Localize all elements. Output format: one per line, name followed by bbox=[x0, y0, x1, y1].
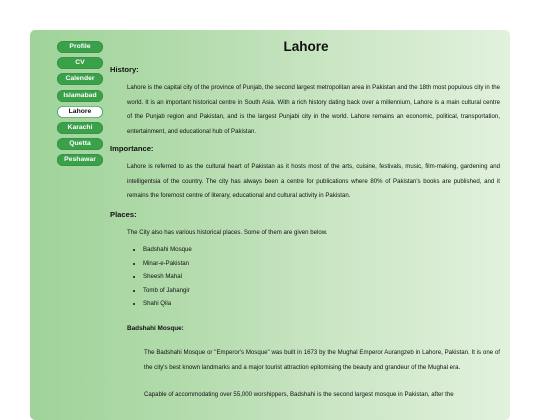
nav-peshawar-button[interactable]: Peshawar bbox=[57, 154, 103, 166]
badshahi-paragraph: The Badshahi Mosque or "Emperor's Mosque" was built in 1673 by the Mughal Emperor Aurangzeb in Lahore, Pakistan. It is one of the city's best known landmarks and a major tourist attraction epitomising the beauty and grandeur of the Mughal era. bbox=[144, 349, 500, 371]
list-item: • Shahi Qila bbox=[143, 297, 192, 311]
nav-islamabad-button[interactable]: Islamabad bbox=[57, 90, 103, 102]
places-heading: Places: bbox=[110, 210, 137, 219]
list-item: • Tomb of Jahangir bbox=[143, 284, 192, 298]
list-item: • Badshahi Mosque bbox=[143, 243, 192, 257]
nav-karachi-button[interactable]: Karachi bbox=[57, 122, 103, 134]
list-item: • Minar-e-Pakistan bbox=[143, 257, 192, 271]
nav-quetta-button[interactable]: Quetta bbox=[57, 138, 103, 150]
places-list bbox=[127, 243, 192, 311]
nav-profile-button[interactable]: Profile bbox=[57, 41, 103, 53]
nav-cv-button[interactable]: CV bbox=[57, 57, 103, 69]
importance-heading: Importance: bbox=[110, 144, 154, 153]
importance-paragraph: Lahore is referred to as the cultural heart of Pakistan as it hosts most of the arts, cuisine, festivals, music, film-making, gardening and intelligentsia of the country. The city has always been a centre for publications where 80% of Pakistan's books are published, and it remains the foremost centre of literary, educational and cultural activity in Pakistan. bbox=[127, 163, 500, 200]
places-intro: The City also has various historical places. Some of them are given below. bbox=[127, 229, 328, 236]
content-panel bbox=[30, 30, 510, 420]
history-paragraph: Lahore is the capital city of the province of Punjab, the second largest metropolitan area in Pakistan and the 18th most populous city in the world. It is an important historical centre in South Asia. With a rich history dating back over a millennium, Lahore is a main cultural centre of the Punjab region and Pakistan, and is the largest Punjabi city in the world. Lahore remains an economic, political, transportation, entertainment, and educational hub of Pakistan. bbox=[127, 84, 500, 136]
side-nav bbox=[57, 41, 103, 171]
nav-lahore-button[interactable]: Lahore bbox=[57, 106, 103, 118]
history-heading: History: bbox=[110, 65, 139, 74]
page-title: Lahore bbox=[283, 39, 329, 54]
nav-calender-button[interactable]: Calender bbox=[57, 73, 103, 85]
badshahi-paragraph-2: Capable of accommodating over 55,000 worshippers, Badshahi is the second largest mosque in Pakistan, after the bbox=[144, 391, 454, 398]
list-item: • Sheesh Mahal bbox=[143, 270, 192, 284]
badshahi-heading: Badshahi Mosque: bbox=[127, 325, 184, 332]
